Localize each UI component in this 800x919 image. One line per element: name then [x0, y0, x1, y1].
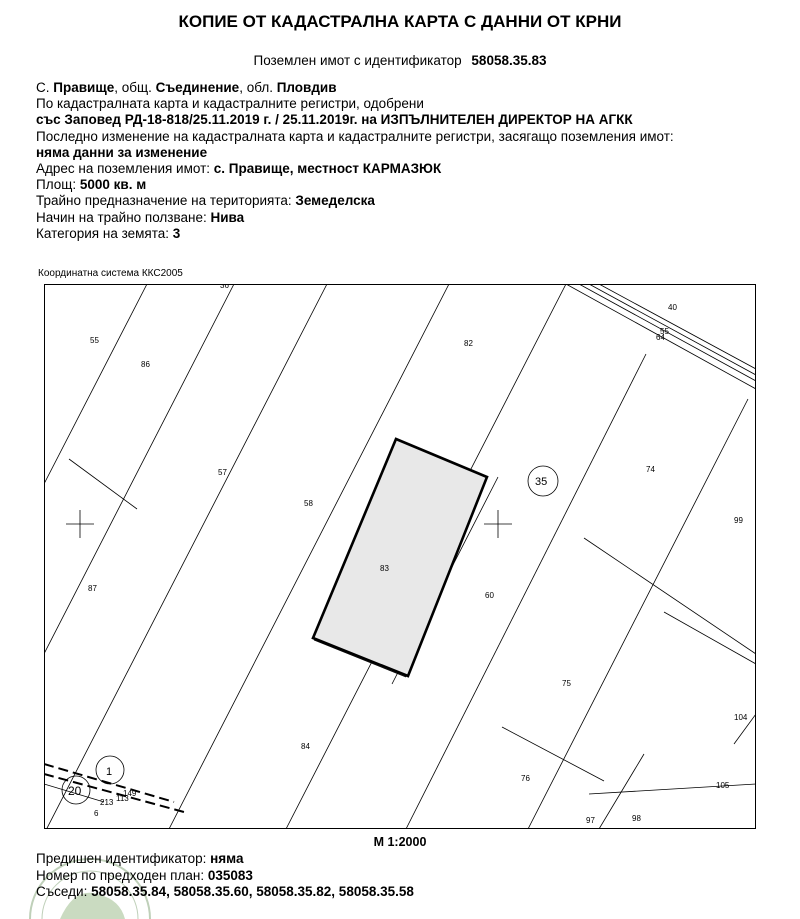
parcel-label: 55	[660, 327, 669, 336]
purpose-line	[36, 193, 674, 209]
cadastral-map-svg	[44, 284, 756, 829]
boundary-line	[44, 284, 147, 484]
approval-line-1: По кадастралната карта и кадастралните регистри, одобрени	[36, 96, 424, 112]
identifier-label: Поземлен имот с идентификатор	[253, 53, 462, 68]
parcel-label: 104	[734, 713, 748, 722]
parcel-label: 87	[88, 584, 97, 593]
block-number: 1	[106, 766, 113, 778]
village: Правище	[53, 80, 115, 95]
parcel-label: 82	[464, 339, 473, 348]
approval-line-2: със Заповед РД-18-818/25.11.2019 г. / 25.11.2019г. на ИЗПЪЛНИТЕЛЕН ДИРЕКТОР НА АГКК	[36, 112, 633, 128]
region-prefix: , обл.	[239, 80, 277, 95]
identifier-line	[0, 53, 800, 68]
location-line	[36, 80, 674, 96]
parcel-label: 6	[94, 809, 99, 818]
document-title: КОПИЕ ОТ КАДАСТРАЛНА КАРТА С ДАННИ ОТ КРНИ	[178, 12, 622, 31]
address-line	[36, 161, 674, 177]
cadastral-map	[44, 284, 756, 829]
usage-value: Нива	[210, 209, 245, 225]
previous-plan-value: 035083	[207, 867, 253, 883]
address-value: с. Правище, местност КАРМАЗЮК	[213, 161, 442, 177]
parcel-label: 55	[90, 336, 99, 345]
road-line	[589, 284, 756, 375]
village-prefix: С.	[36, 80, 54, 95]
previous-id-value: няма	[210, 851, 244, 866]
block-number: 35	[535, 476, 548, 488]
parcel-label: 76	[521, 774, 530, 783]
parcel-label: 74	[646, 465, 655, 474]
coordinate-system-label: Координатна система ККС2005	[38, 268, 183, 279]
property-info	[36, 80, 674, 242]
boundary-line	[664, 612, 756, 664]
boundary-line	[69, 459, 137, 509]
neighbours-line	[36, 884, 414, 901]
usage-label: Начин на трайно ползване:	[36, 209, 211, 225]
category-value: 3	[172, 225, 181, 241]
previous-plan-label: Номер по предходен план:	[36, 867, 208, 883]
area-label: Площ:	[36, 177, 80, 193]
purpose-label: Трайно предназначение на територията:	[36, 193, 296, 209]
parcel-label: 36	[220, 284, 229, 290]
usage-line	[36, 210, 674, 226]
area-value: 5000 кв. м	[79, 177, 147, 193]
parcel-label: 98	[632, 814, 641, 823]
area-line	[36, 177, 674, 193]
parcel-label: 86	[141, 360, 150, 369]
block-number: 20	[68, 784, 82, 798]
parcel-label: 99	[734, 516, 743, 525]
category-line	[36, 226, 674, 242]
bottom-info	[36, 851, 414, 901]
neighbours-label: Съседи:	[36, 884, 92, 899]
purpose-value: Земеделска	[295, 193, 375, 209]
parcel-label: 40	[668, 303, 677, 312]
road-line	[599, 284, 756, 369]
last-change-label: Последно изменение на кадастралната карта и кадастралните регистри, засягащо поземления имот:	[36, 128, 674, 144]
identifier-value: 58058.35.83	[471, 53, 547, 68]
boundary-line	[44, 284, 234, 829]
parcel-label: 149	[123, 789, 137, 798]
subject-parcel	[313, 439, 487, 676]
parcel-label: 64	[656, 333, 665, 342]
boundary-line	[44, 284, 327, 829]
parcel-label: 213	[100, 798, 114, 807]
map-scale: М 1:2000	[373, 835, 427, 849]
address-label: Адрес на поземления имот:	[36, 161, 214, 177]
parcel-label: 97	[586, 816, 595, 825]
boundary-line	[589, 784, 756, 794]
municipality: Съединение	[155, 80, 240, 95]
boundary-line	[584, 538, 756, 654]
neighbours-value: 58058.35.84, 58058.35.60, 58058.35.82, 58058.35.58	[91, 884, 414, 899]
previous-plan-line	[36, 868, 414, 885]
parcel-label: 113	[116, 794, 129, 803]
region: Пловдив	[276, 80, 337, 95]
parcel-label: 57	[218, 468, 227, 477]
parcel-label: 60	[485, 591, 494, 600]
parcel-label: 58	[304, 499, 313, 508]
parcel-label: 105	[716, 781, 730, 790]
last-change-value: няма данни за изменение	[36, 144, 208, 160]
municipality-prefix: , общ.	[114, 80, 156, 95]
category-label: Категория на земята:	[36, 225, 173, 241]
parcel-label: 84	[301, 742, 310, 751]
parcel-label: 83	[380, 564, 389, 573]
parcel-label: 75	[562, 679, 571, 688]
previous-id-label: Предишен идентификатор:	[36, 851, 211, 866]
boundary-line	[502, 727, 604, 781]
previous-id-line	[36, 851, 414, 868]
